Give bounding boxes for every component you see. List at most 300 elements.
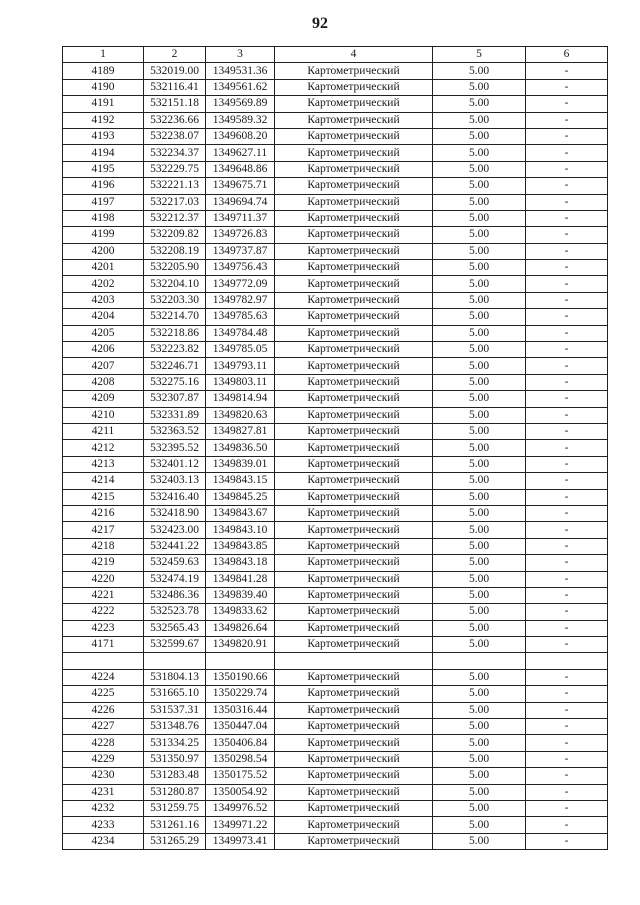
y-coordinate-cell: 1349756.43: [206, 260, 275, 276]
table-row: [63, 440, 608, 456]
point-number-cell: 4227: [63, 719, 144, 735]
point-number-cell: 4208: [63, 374, 144, 390]
point-number-cell: 4171: [63, 637, 144, 653]
method-cell: Картометрический: [275, 63, 433, 79]
table-row: [63, 522, 608, 538]
x-coordinate-cell: 532331.89: [144, 407, 206, 423]
header-cell: 2: [144, 47, 206, 63]
method-cell: Картометрический: [275, 637, 433, 653]
method-cell: Картометрический: [275, 686, 433, 702]
accuracy-cell: 5.00: [433, 768, 526, 784]
note-cell: -: [526, 145, 608, 161]
table-row: [63, 489, 608, 505]
accuracy-cell: 5.00: [433, 309, 526, 325]
point-number-cell: 4234: [63, 833, 144, 849]
point-number-cell: 4202: [63, 276, 144, 292]
method-cell: Картометрический: [275, 292, 433, 308]
method-cell: Картометрический: [275, 161, 433, 177]
y-coordinate-cell: 1349843.18: [206, 555, 275, 571]
accuracy-cell: 5.00: [433, 145, 526, 161]
table-row: [63, 210, 608, 226]
method-cell: Картометрический: [275, 342, 433, 358]
method-cell: Картометрический: [275, 702, 433, 718]
table-row: [63, 719, 608, 735]
y-coordinate-cell: 1349675.71: [206, 178, 275, 194]
table-row: [63, 292, 608, 308]
x-coordinate-cell: 532223.82: [144, 342, 206, 358]
accuracy-cell: 5.00: [433, 456, 526, 472]
note-cell: -: [526, 735, 608, 751]
note-cell: -: [526, 489, 608, 505]
point-number-cell: 4204: [63, 309, 144, 325]
table-row: [63, 260, 608, 276]
accuracy-cell: 5.00: [433, 702, 526, 718]
method-cell: Картометрический: [275, 194, 433, 210]
method-cell: Картометрический: [275, 719, 433, 735]
accuracy-cell: 5.00: [433, 276, 526, 292]
method-cell: Картометрический: [275, 456, 433, 472]
note-cell: -: [526, 620, 608, 636]
table-row: [63, 604, 608, 620]
accuracy-cell: 5.00: [433, 735, 526, 751]
method-cell: Картометрический: [275, 817, 433, 833]
note-cell: -: [526, 833, 608, 849]
method-cell: Картометрический: [275, 505, 433, 521]
point-number-cell: 4195: [63, 161, 144, 177]
y-coordinate-cell: 1349785.05: [206, 342, 275, 358]
x-coordinate-cell: 531261.16: [144, 817, 206, 833]
method-cell: Картометрический: [275, 391, 433, 407]
method-cell: Картометрический: [275, 227, 433, 243]
method-cell: Картометрический: [275, 210, 433, 226]
empty-cell: [433, 653, 526, 669]
x-coordinate-cell: 532209.82: [144, 227, 206, 243]
point-number-cell: 4194: [63, 145, 144, 161]
accuracy-cell: 5.00: [433, 374, 526, 390]
table-row: [63, 620, 608, 636]
accuracy-cell: 5.00: [433, 473, 526, 489]
table-row: [63, 243, 608, 259]
y-coordinate-cell: 1349785.63: [206, 309, 275, 325]
x-coordinate-cell: 532307.87: [144, 391, 206, 407]
note-cell: -: [526, 702, 608, 718]
note-cell: -: [526, 473, 608, 489]
accuracy-cell: 5.00: [433, 227, 526, 243]
x-coordinate-cell: 532423.00: [144, 522, 206, 538]
table-body: [63, 63, 608, 850]
note-cell: -: [526, 325, 608, 341]
method-cell: Картометрический: [275, 440, 433, 456]
x-coordinate-cell: 532116.41: [144, 79, 206, 95]
x-coordinate-cell: 532565.43: [144, 620, 206, 636]
point-number-cell: 4216: [63, 505, 144, 521]
point-number-cell: 4198: [63, 210, 144, 226]
point-number-cell: 4232: [63, 800, 144, 816]
point-number-cell: 4211: [63, 423, 144, 439]
method-cell: Картометрический: [275, 276, 433, 292]
method-cell: Картометрический: [275, 473, 433, 489]
accuracy-cell: 5.00: [433, 407, 526, 423]
accuracy-cell: 5.00: [433, 489, 526, 505]
point-number-cell: 4207: [63, 358, 144, 374]
y-coordinate-cell: 1349839.40: [206, 587, 275, 603]
accuracy-cell: 5.00: [433, 784, 526, 800]
y-coordinate-cell: 1349843.15: [206, 473, 275, 489]
accuracy-cell: 5.00: [433, 112, 526, 128]
point-number-cell: 4226: [63, 702, 144, 718]
point-number-cell: 4189: [63, 63, 144, 79]
table-row: [63, 407, 608, 423]
x-coordinate-cell: 532459.63: [144, 555, 206, 571]
y-coordinate-cell: 1349627.11: [206, 145, 275, 161]
page-number: 92: [312, 15, 328, 32]
table-row: [63, 161, 608, 177]
method-cell: Картометрический: [275, 538, 433, 554]
point-number-cell: 4200: [63, 243, 144, 259]
note-cell: -: [526, 260, 608, 276]
note-cell: -: [526, 784, 608, 800]
x-coordinate-cell: 531280.87: [144, 784, 206, 800]
accuracy-cell: 5.00: [433, 260, 526, 276]
point-number-cell: 4220: [63, 571, 144, 587]
y-coordinate-cell: 1349814.94: [206, 391, 275, 407]
accuracy-cell: 5.00: [433, 800, 526, 816]
x-coordinate-cell: 531265.29: [144, 833, 206, 849]
point-number-cell: 4217: [63, 522, 144, 538]
x-coordinate-cell: 532221.13: [144, 178, 206, 194]
y-coordinate-cell: 1349694.74: [206, 194, 275, 210]
point-number-cell: 4213: [63, 456, 144, 472]
y-coordinate-cell: 1349839.01: [206, 456, 275, 472]
note-cell: -: [526, 374, 608, 390]
table-row: [63, 669, 608, 685]
method-cell: Картометрический: [275, 145, 433, 161]
note-cell: -: [526, 817, 608, 833]
method-cell: Картометрический: [275, 243, 433, 259]
method-cell: Картометрический: [275, 555, 433, 571]
table-row: [63, 128, 608, 144]
table-row: [63, 751, 608, 767]
accuracy-cell: 5.00: [433, 325, 526, 341]
note-cell: -: [526, 522, 608, 538]
table-row: [63, 686, 608, 702]
method-cell: Картометрический: [275, 178, 433, 194]
point-number-cell: 4233: [63, 817, 144, 833]
point-number-cell: 4199: [63, 227, 144, 243]
method-cell: Картометрический: [275, 784, 433, 800]
y-coordinate-cell: 1350447.04: [206, 719, 275, 735]
y-coordinate-cell: 1350298.54: [206, 751, 275, 767]
method-cell: Картометрический: [275, 325, 433, 341]
note-cell: -: [526, 112, 608, 128]
note-cell: -: [526, 407, 608, 423]
point-number-cell: 4205: [63, 325, 144, 341]
note-cell: -: [526, 686, 608, 702]
note-cell: -: [526, 571, 608, 587]
point-number-cell: 4212: [63, 440, 144, 456]
note-cell: -: [526, 719, 608, 735]
x-coordinate-cell: 531537.31: [144, 702, 206, 718]
point-number-cell: 4196: [63, 178, 144, 194]
x-coordinate-cell: 532218.86: [144, 325, 206, 341]
accuracy-cell: 5.00: [433, 96, 526, 112]
point-number-cell: 4228: [63, 735, 144, 751]
y-coordinate-cell: 1350229.74: [206, 686, 275, 702]
accuracy-cell: 5.00: [433, 669, 526, 685]
method-cell: Картометрический: [275, 587, 433, 603]
accuracy-cell: 5.00: [433, 391, 526, 407]
y-coordinate-cell: 1349561.62: [206, 79, 275, 95]
table-row: [63, 63, 608, 79]
x-coordinate-cell: 532204.10: [144, 276, 206, 292]
method-cell: Картометрический: [275, 489, 433, 505]
table-row: [63, 423, 608, 439]
y-coordinate-cell: 1349843.10: [206, 522, 275, 538]
table-row: [63, 817, 608, 833]
note-cell: -: [526, 751, 608, 767]
point-number-cell: 4223: [63, 620, 144, 636]
table-row: [63, 96, 608, 112]
header-row: [63, 47, 608, 63]
note-cell: -: [526, 669, 608, 685]
y-coordinate-cell: 1349793.11: [206, 358, 275, 374]
table-row: [63, 325, 608, 341]
table-row: [63, 456, 608, 472]
note-cell: -: [526, 309, 608, 325]
y-coordinate-cell: 1349836.50: [206, 440, 275, 456]
y-coordinate-cell: 1349608.20: [206, 128, 275, 144]
x-coordinate-cell: 532236.66: [144, 112, 206, 128]
point-number-cell: 4230: [63, 768, 144, 784]
table-row: [63, 309, 608, 325]
table-row: [63, 79, 608, 95]
x-coordinate-cell: 531665.10: [144, 686, 206, 702]
coordinates-table: [62, 46, 608, 850]
x-coordinate-cell: 532203.30: [144, 292, 206, 308]
empty-cell: [63, 653, 144, 669]
note-cell: -: [526, 276, 608, 292]
point-number-cell: 4215: [63, 489, 144, 505]
table-row: [63, 473, 608, 489]
table-row: [63, 571, 608, 587]
y-coordinate-cell: 1349820.63: [206, 407, 275, 423]
note-cell: -: [526, 292, 608, 308]
point-number-cell: 4224: [63, 669, 144, 685]
note-cell: -: [526, 210, 608, 226]
y-coordinate-cell: 1349971.22: [206, 817, 275, 833]
x-coordinate-cell: 532208.19: [144, 243, 206, 259]
y-coordinate-cell: 1349820.91: [206, 637, 275, 653]
table-row: [63, 227, 608, 243]
accuracy-cell: 5.00: [433, 719, 526, 735]
note-cell: -: [526, 637, 608, 653]
method-cell: Картометрический: [275, 571, 433, 587]
x-coordinate-cell: 532214.70: [144, 309, 206, 325]
note-cell: -: [526, 128, 608, 144]
accuracy-cell: 5.00: [433, 161, 526, 177]
method-cell: Картометрический: [275, 620, 433, 636]
point-number-cell: 4193: [63, 128, 144, 144]
note-cell: -: [526, 227, 608, 243]
accuracy-cell: 5.00: [433, 194, 526, 210]
method-cell: Картометрический: [275, 358, 433, 374]
x-coordinate-cell: 532395.52: [144, 440, 206, 456]
y-coordinate-cell: 1350175.52: [206, 768, 275, 784]
note-cell: -: [526, 538, 608, 554]
accuracy-cell: 5.00: [433, 292, 526, 308]
x-coordinate-cell: 532205.90: [144, 260, 206, 276]
note-cell: -: [526, 96, 608, 112]
y-coordinate-cell: 1349589.32: [206, 112, 275, 128]
y-coordinate-cell: 1349833.62: [206, 604, 275, 620]
x-coordinate-cell: 532363.52: [144, 423, 206, 439]
x-coordinate-cell: 531259.75: [144, 800, 206, 816]
accuracy-cell: 5.00: [433, 358, 526, 374]
table-row: [63, 374, 608, 390]
table-row: [63, 555, 608, 571]
empty-cell: [526, 653, 608, 669]
y-coordinate-cell: 1349772.09: [206, 276, 275, 292]
note-cell: -: [526, 604, 608, 620]
y-coordinate-cell: 1350054.92: [206, 784, 275, 800]
point-number-cell: 4192: [63, 112, 144, 128]
point-number-cell: 4203: [63, 292, 144, 308]
note-cell: -: [526, 456, 608, 472]
empty-cell: [275, 653, 433, 669]
x-coordinate-cell: 532401.12: [144, 456, 206, 472]
x-coordinate-cell: 532151.18: [144, 96, 206, 112]
note-cell: -: [526, 800, 608, 816]
header-cell: 4: [275, 47, 433, 63]
accuracy-cell: 5.00: [433, 833, 526, 849]
y-coordinate-cell: 1349973.41: [206, 833, 275, 849]
accuracy-cell: 5.00: [433, 538, 526, 554]
table-row: [63, 276, 608, 292]
table-row: [63, 358, 608, 374]
note-cell: -: [526, 768, 608, 784]
x-coordinate-cell: 532599.67: [144, 637, 206, 653]
point-number-cell: 4201: [63, 260, 144, 276]
x-coordinate-cell: 532229.75: [144, 161, 206, 177]
empty-cell: [206, 653, 275, 669]
y-coordinate-cell: 1349531.36: [206, 63, 275, 79]
table-row: [63, 145, 608, 161]
accuracy-cell: 5.00: [433, 751, 526, 767]
x-coordinate-cell: 531350.97: [144, 751, 206, 767]
table-row: [63, 702, 608, 718]
method-cell: Картометрический: [275, 128, 433, 144]
method-cell: Картометрический: [275, 309, 433, 325]
accuracy-cell: 5.00: [433, 522, 526, 538]
point-number-cell: 4219: [63, 555, 144, 571]
accuracy-cell: 5.00: [433, 210, 526, 226]
accuracy-cell: 5.00: [433, 178, 526, 194]
point-number-cell: 4222: [63, 604, 144, 620]
point-number-cell: 4231: [63, 784, 144, 800]
accuracy-cell: 5.00: [433, 587, 526, 603]
point-number-cell: 4229: [63, 751, 144, 767]
x-coordinate-cell: 532474.19: [144, 571, 206, 587]
note-cell: -: [526, 178, 608, 194]
point-number-cell: 4209: [63, 391, 144, 407]
method-cell: Картометрический: [275, 800, 433, 816]
y-coordinate-cell: 1349648.86: [206, 161, 275, 177]
y-coordinate-cell: 1349976.52: [206, 800, 275, 816]
point-number-cell: 4218: [63, 538, 144, 554]
y-coordinate-cell: 1350406.84: [206, 735, 275, 751]
accuracy-cell: 5.00: [433, 686, 526, 702]
method-cell: Картометрический: [275, 522, 433, 538]
note-cell: -: [526, 505, 608, 521]
table-row: [63, 735, 608, 751]
note-cell: -: [526, 243, 608, 259]
note-cell: -: [526, 391, 608, 407]
method-cell: Картометрический: [275, 374, 433, 390]
accuracy-cell: 5.00: [433, 817, 526, 833]
x-coordinate-cell: 531334.25: [144, 735, 206, 751]
y-coordinate-cell: 1349569.89: [206, 96, 275, 112]
table-row: [63, 112, 608, 128]
y-coordinate-cell: 1349737.87: [206, 243, 275, 259]
header-cell: 1: [63, 47, 144, 63]
table-row: [63, 391, 608, 407]
note-cell: -: [526, 587, 608, 603]
method-cell: Картометрический: [275, 79, 433, 95]
method-cell: Картометрический: [275, 423, 433, 439]
table-row: [63, 538, 608, 554]
point-number-cell: 4214: [63, 473, 144, 489]
note-cell: -: [526, 194, 608, 210]
y-coordinate-cell: 1349845.25: [206, 489, 275, 505]
method-cell: Картометрический: [275, 669, 433, 685]
method-cell: Картометрический: [275, 260, 433, 276]
note-cell: -: [526, 440, 608, 456]
table-row: [63, 833, 608, 849]
y-coordinate-cell: 1349784.48: [206, 325, 275, 341]
accuracy-cell: 5.00: [433, 243, 526, 259]
method-cell: Картометрический: [275, 604, 433, 620]
accuracy-cell: 5.00: [433, 571, 526, 587]
header-cell: 3: [206, 47, 275, 63]
point-number-cell: 4221: [63, 587, 144, 603]
x-coordinate-cell: 531804.13: [144, 669, 206, 685]
x-coordinate-cell: 532275.16: [144, 374, 206, 390]
note-cell: -: [526, 358, 608, 374]
x-coordinate-cell: 532019.00: [144, 63, 206, 79]
y-coordinate-cell: 1349843.67: [206, 505, 275, 521]
method-cell: Картометрический: [275, 768, 433, 784]
table-row: [63, 194, 608, 210]
table-row: [63, 637, 608, 653]
method-cell: Картометрический: [275, 96, 433, 112]
y-coordinate-cell: 1349827.81: [206, 423, 275, 439]
method-cell: Картометрический: [275, 112, 433, 128]
x-coordinate-cell: 532523.78: [144, 604, 206, 620]
table-row: [63, 768, 608, 784]
y-coordinate-cell: 1349843.85: [206, 538, 275, 554]
x-coordinate-cell: 532403.13: [144, 473, 206, 489]
accuracy-cell: 5.00: [433, 128, 526, 144]
accuracy-cell: 5.00: [433, 555, 526, 571]
note-cell: -: [526, 555, 608, 571]
accuracy-cell: 5.00: [433, 505, 526, 521]
x-coordinate-cell: 531348.76: [144, 719, 206, 735]
x-coordinate-cell: 532217.03: [144, 194, 206, 210]
point-number-cell: 4190: [63, 79, 144, 95]
y-coordinate-cell: 1350316.44: [206, 702, 275, 718]
point-number-cell: 4225: [63, 686, 144, 702]
table-row: [63, 342, 608, 358]
